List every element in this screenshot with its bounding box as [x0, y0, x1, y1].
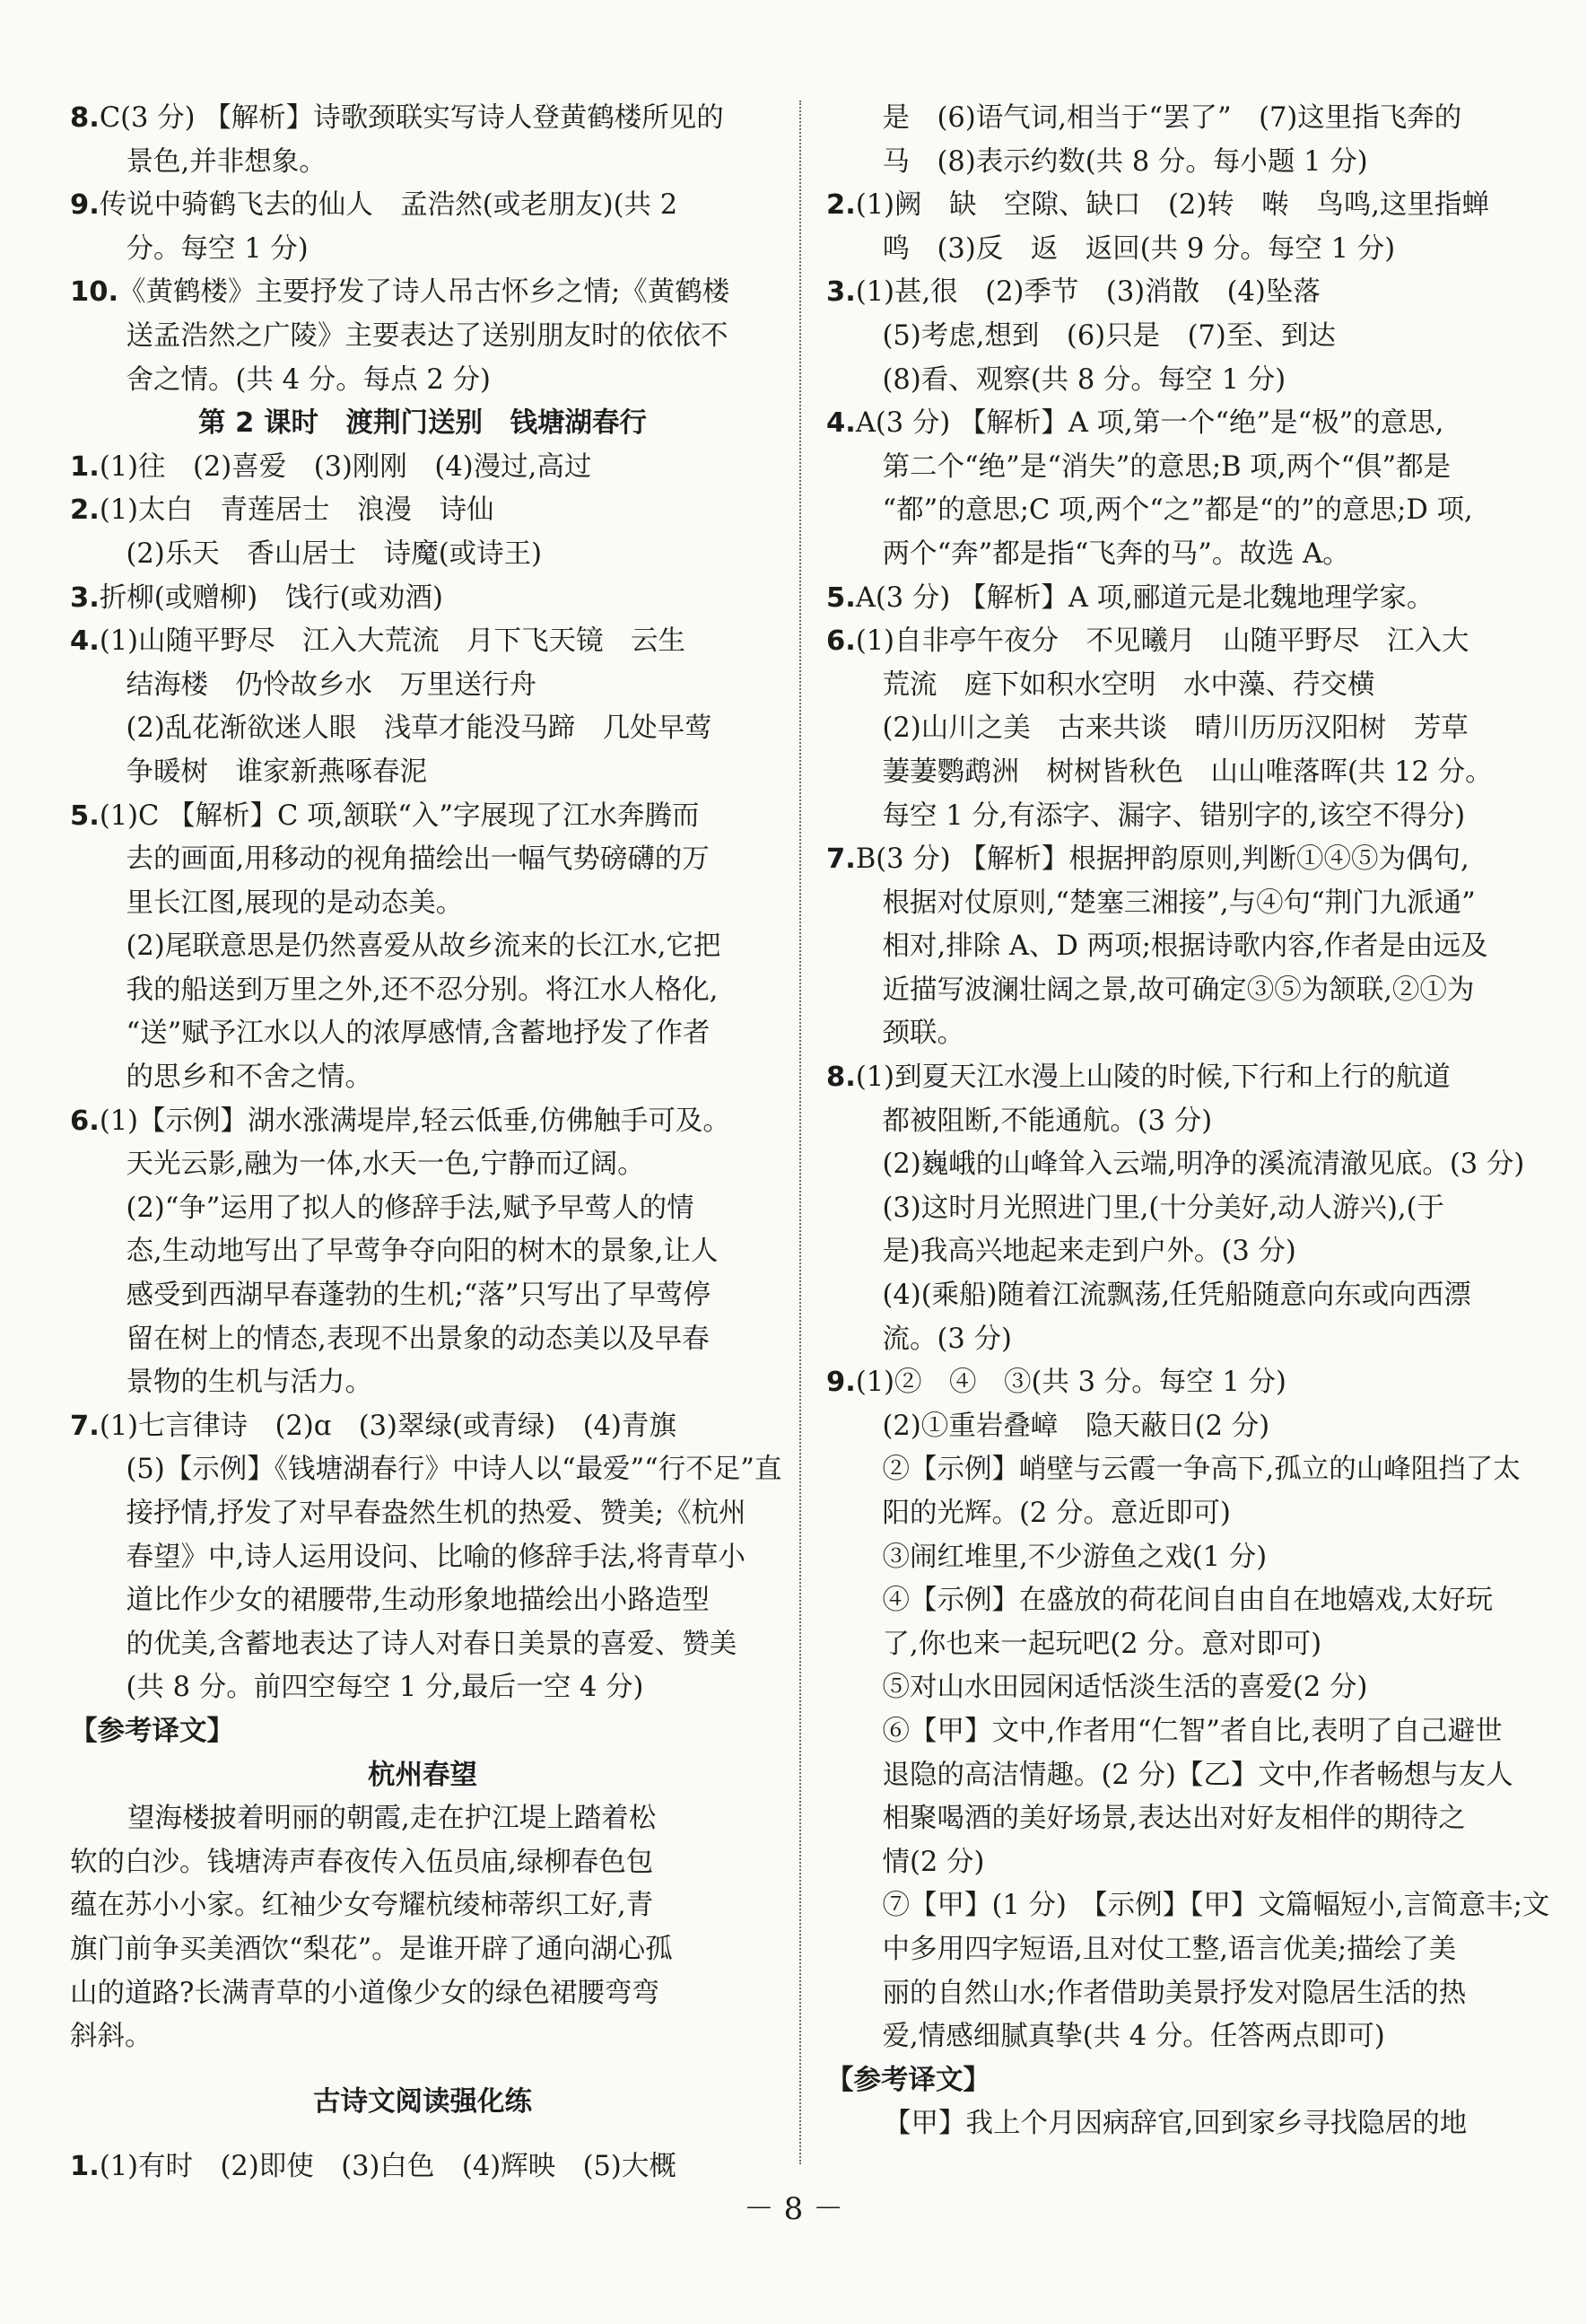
answer-continuation: (2)“争”运用了拟人的修辞手法,赋予早莺人的情 — [126, 1192, 694, 1224]
answer-line — [70, 271, 775, 315]
answer-continuation: 是)我高兴地起来走到户外。(3 分) — [882, 1236, 1296, 1268]
answer-line — [70, 446, 775, 490]
question-number: 8. — [70, 102, 100, 134]
answer-continuation: 舍之情。(共 4 分。每点 2 分) — [126, 363, 491, 396]
answer-continuation: 春望》中,诗人运用设问、比喻的修辞手法,将青草小 — [126, 1541, 746, 1573]
answer-continuation: (共 8 分。前四空每空 1 分,最后一空 4 分) — [126, 1672, 644, 1704]
answer-continuation: 留在树上的情态,表现不出景象的动态美以及早春 — [126, 1323, 710, 1355]
answer-continuation: (4)(乘船)随着江流飘荡,任凭船随意向东或向西漂 — [882, 1280, 1471, 1312]
answer-continuation: (5)考虑,想到 (6)只是 (7)至、到达 — [882, 319, 1336, 352]
answer-text: B(3 分) 【解析】根据押韵原则,判断①④⑤为偶句, — [855, 843, 1469, 876]
answer-line — [826, 577, 1515, 621]
answer-continuation: 我的船送到万里之外,还不忍分别。将江水人格化, — [126, 974, 719, 1006]
answer-continuation: 中多用四字短语,且对仗工整,语言优美;描绘了美 — [882, 1933, 1457, 1965]
answer-line — [826, 184, 1515, 228]
answer-continuation: ③闹红堆里,不少游鱼之戏(1 分) — [882, 1541, 1268, 1573]
question-number: 8. — [826, 1062, 856, 1094]
answer-continuation: (2)乐天 香山居士 诗魔(或诗王) — [126, 537, 543, 570]
question-number: 5. — [70, 799, 100, 832]
question-number: 1. — [70, 2151, 100, 2183]
answer-continuation: (5)【示例】《钱塘湖春行》中诗人以“最爱”“行不足”直 — [126, 1454, 782, 1486]
question-number: 6. — [70, 1105, 100, 1137]
answer-continuation: (2)①重岩叠嶂 隐天蔽日(2 分) — [882, 1410, 1270, 1442]
answer-text: A(3 分) 【解析】A 项,第一个“绝”是“极”的意思, — [855, 407, 1444, 440]
answer-continuation: 荒流 庭下如积水空明 水中藻、荇交横 — [882, 668, 1375, 701]
question-number: 7. — [70, 1410, 100, 1442]
answer-continuation: (8)看、观察(共 8 分。每空 1 分) — [882, 363, 1286, 396]
answer-line — [70, 577, 775, 621]
question-number: 2. — [826, 189, 856, 222]
answer-continuation: 两个“奔”都是指“飞奔的马”。故选 A。 — [882, 537, 1350, 570]
answer-text: (1)七言律诗 (2)ɑ (3)翠绿(或青绿) (4)青旗 — [99, 1410, 676, 1442]
answer-continuation: 相对,排除 A、D 两项;根据诗歌内容,作者是由远及 — [882, 930, 1488, 963]
right-column — [826, 97, 1550, 2146]
answer-line — [70, 620, 775, 664]
answer-continuation: 每空 1 分,有添字、漏字、错别字的,该空不得分) — [882, 799, 1466, 832]
question-number: 9. — [70, 189, 100, 222]
answer-text: (1)甚,很 (2)季节 (3)消散 (4)坠落 — [855, 276, 1321, 309]
reference-translation-heading: 【参考译文】 — [70, 1715, 234, 1747]
answer-text: (1)往 (2)喜爱 (3)刚刚 (4)漫过,高过 — [99, 450, 592, 483]
translation-paragraph-first-line: 望海楼披着明丽的朝霞,走在护江堤上踏着松 — [127, 1803, 657, 1835]
answer-text: C(3 分) 【解析】诗歌颈联实写诗人登黄鹤楼所见的 — [99, 102, 724, 134]
left-column — [70, 97, 782, 2189]
answer-text: (1)到夏天江水漫上山陵的时候,下行和上行的航道 — [855, 1062, 1451, 1094]
answer-line — [70, 795, 775, 839]
answer-continuation: 结海楼 仍怜故乡水 万里送行舟 — [126, 668, 537, 701]
answer-continuation: 的思乡和不舍之情。 — [126, 1062, 373, 1094]
spacer — [70, 2124, 775, 2145]
answer-text: 折柳(或赠柳) 饯行(或劝酒) — [99, 581, 443, 614]
answer-line — [826, 620, 1515, 664]
reference-translation-heading: 【参考译文】 — [826, 2064, 990, 2096]
answer-text: (1)② ④ ③(共 3 分。每空 1 分) — [855, 1367, 1286, 1399]
answer-continuation: (3)这时月光照进门里,(十分美好,动人游兴),(于 — [882, 1192, 1445, 1224]
answer-continuation: 颈联。 — [882, 1018, 965, 1050]
answer-line — [70, 1100, 775, 1144]
answer-continuation: 的优美,含蓄地表达了诗人对春日美景的喜爱、赞美 — [126, 1628, 737, 1660]
answer-continuation: 相聚喝酒的美好场景,表达出对好友相伴的期待之 — [882, 1803, 1466, 1835]
answer-text: A(3 分) 【解析】A 项,郦道元是北魏地理学家。 — [855, 581, 1434, 614]
question-number: 3. — [826, 276, 856, 309]
answer-continuation: 丽的自然山水;作者借助美景抒发对隐居生活的热 — [882, 1977, 1467, 2009]
answer-continuation: ⑥【甲】文中,作者用“仁智”者自比,表明了自己避世 — [882, 1715, 1503, 1747]
answer-continuation: 都被阻断,不能通航。(3 分) — [882, 1105, 1213, 1137]
answer-continuation: 感受到西湖早春蓬勃的生机;“落”只写出了早莺停 — [126, 1280, 711, 1312]
answer-continuation: 流。(3 分) — [882, 1323, 1012, 1355]
answer-continuation: 去的画面,用移动的视角描绘出一幅气势磅礴的万 — [126, 843, 710, 876]
answer-continuation: 根据对仗原则,“楚塞三湘接”,与④句“荆门九派通” — [882, 887, 1476, 919]
translation-paragraph-line: 山的道路?长满青草的小道像少女的绿色裙腰弯弯 — [70, 1977, 659, 2009]
answer-line — [70, 97, 775, 141]
answer-text: (1)C 【解析】C 项,颔联“入”字展现了江水奔腾而 — [99, 799, 700, 832]
page-number: － 8 － — [743, 2191, 844, 2227]
question-number: 2. — [70, 494, 100, 527]
translation-paragraph-line: 蕴在苏小小家。红袖少女夸耀杭绫柿蒂织工好,青 — [70, 1890, 654, 1922]
answer-continuation: 景色,并非想象。 — [126, 145, 327, 178]
answer-line — [826, 271, 1515, 315]
answer-text: 《黄鹤楼》主要抒发了诗人吊古怀乡之情;《黄鹤楼 — [118, 276, 730, 309]
answer-text: (1)阙 缺 空隙、缺口 (2)转 啭 鸟鸣,这里指蝉 — [855, 189, 1489, 222]
question-number: 10. — [70, 276, 119, 309]
question-number: 4. — [826, 407, 856, 440]
answer-continuation: 阳的光辉。(2 分。意近即可) — [882, 1498, 1231, 1529]
answer-continuation: 马 (8)表示约数(共 8 分。每小题 1 分) — [882, 145, 1368, 178]
answer-line — [826, 1056, 1515, 1100]
column-divider — [799, 100, 801, 2164]
answer-line — [70, 2145, 775, 2189]
answer-continuation: (2)山川之美 古来共谈 晴川历历汉阳树 芳草 — [882, 712, 1469, 745]
answer-continuation: ⑤对山水田园闲适恬淡生活的喜爱(2 分) — [882, 1672, 1368, 1704]
section-title: 古诗文阅读强化练 — [313, 2085, 532, 2118]
translation-paragraph-line: 旗门前争买美酒饮“梨花”。是谁开辟了通向湖心孤 — [70, 1933, 673, 1965]
answer-continuation: “都”的意思;C 项,两个“之”都是“的”的意思;D 项, — [882, 494, 1473, 527]
answer-continuation: 态,生动地写出了早莺争夺向阳的树木的景象,让人 — [126, 1236, 719, 1268]
answer-continuation: 近描写波澜壮阔之景,故可确定③⑤为颔联,②①为 — [882, 974, 1475, 1006]
answer-line — [70, 1405, 775, 1449]
answer-continuation: 分。每空 1 分) — [126, 232, 309, 265]
answer-continuation: 道比作少女的裙腰带,生动形象地描绘出小路造型 — [126, 1585, 710, 1617]
question-number: 9. — [826, 1367, 856, 1399]
answer-text: (1)自非亭午夜分 不见曦月 山随平野尽 江入大 — [855, 625, 1469, 658]
answer-continuation: (2)巍峨的山峰耸入云端,明净的溪流清澈见底。(3 分) — [882, 1149, 1525, 1181]
answer-continuation: 送孟浩然之广陵》主要表达了送别朋友时的依依不 — [126, 319, 728, 352]
answer-continuation: ⑦【甲】(1 分) 【示例】【甲】文篇幅短小,言简意丰;文 — [882, 1890, 1550, 1922]
answer-continuation: 里长江图,展现的是动态美。 — [126, 887, 464, 919]
question-number: 7. — [826, 843, 856, 876]
question-number: 1. — [70, 450, 100, 483]
answer-line — [826, 1361, 1515, 1405]
answer-continuation: 天光云影,融为一体,水天一色,宁静而辽阔。 — [126, 1149, 645, 1181]
spacer — [70, 2059, 775, 2081]
answer-continuation: 情(2 分) — [882, 1846, 985, 1878]
answer-continuation: 争暖树 谁家新燕啄春泥 — [126, 756, 428, 788]
answer-continuation: 第二个“绝”是“消失”的意思;B 项,两个“俱”都是 — [882, 450, 1452, 483]
answer-continuation: 萋萋鹦鹉洲 树树皆秋色 山山唯落晖(共 12 分。 — [882, 756, 1493, 788]
question-number: 6. — [826, 625, 856, 658]
answer-continuation: 了,你也来一起玩吧(2 分。意对即可) — [882, 1628, 1322, 1660]
answer-text: (1)太白 青莲居士 浪漫 诗仙 — [99, 494, 494, 527]
answer-continuation: 退隐的高洁情趣。(2 分)【乙】文中,作者畅想与友人 — [882, 1759, 1513, 1791]
answer-line — [826, 402, 1515, 446]
answer-continuation: 鸣 (3)反 返 返回(共 9 分。每空 1 分) — [882, 232, 1396, 265]
answer-continuation: 景物的生机与活力。 — [126, 1367, 373, 1399]
answer-continuation: ②【示例】峭壁与云霞一争高下,孤立的山峰阻挡了太 — [882, 1454, 1521, 1486]
answer-text: (1)有时 (2)即使 (3)白色 (4)辉映 (5)大概 — [99, 2151, 676, 2183]
answer-text: 传说中骑鹤飞去的仙人 孟浩然(或老朋友)(共 2 — [99, 189, 678, 222]
answer-text: (1)【示例】湖水涨满堤岸,轻云低垂,仿佛触手可及。 — [99, 1105, 730, 1137]
translation-paragraph-line: 斜斜。 — [70, 2021, 153, 2053]
answer-continuation: ④【示例】在盛放的荷花间自由自在地嬉戏,太好玩 — [882, 1585, 1494, 1617]
translation-paragraph-line: 软的白沙。钱塘涛声春夜传入伍员庙,绿柳春色包 — [70, 1846, 654, 1878]
answer-continuation: “送”赋予江水以人的浓厚感情,含蓄地抒发了作者 — [126, 1018, 711, 1050]
section-title: 第 2 课时 渡荆门送别 钱塘湖春行 — [198, 407, 647, 440]
section-title: 杭州春望 — [368, 1759, 477, 1791]
answer-continuation: 是 (6)语气词,相当于“罢了” (7)这里指飞奔的 — [882, 102, 1462, 134]
answer-continuation: (2)尾联意思是仍然喜爱从故乡流来的长江水,它把 — [126, 930, 721, 963]
question-number: 3. — [70, 581, 100, 614]
answer-line — [826, 838, 1515, 882]
translation-paragraph-first-line: 【甲】我上个月因病辞官,回到家乡寻找隐居的地 — [884, 2108, 1468, 2140]
answer-continuation: (2)乱花渐欲迷人眼 浅草才能没马蹄 几处早莺 — [126, 712, 712, 745]
question-number: 4. — [70, 625, 100, 658]
answer-text: (1)山随平野尽 江入大荒流 月下飞天镜 云生 — [99, 625, 686, 658]
question-number: 5. — [826, 581, 856, 614]
answer-continuation: 爱,情感细腻真挚(共 4 分。任答两点即可) — [882, 2021, 1385, 2053]
answer-line — [70, 489, 775, 533]
answer-line — [70, 184, 775, 228]
answer-continuation: 接抒情,抒发了对早春盎然生机的热爱、赞美;《杭州 — [126, 1498, 746, 1529]
